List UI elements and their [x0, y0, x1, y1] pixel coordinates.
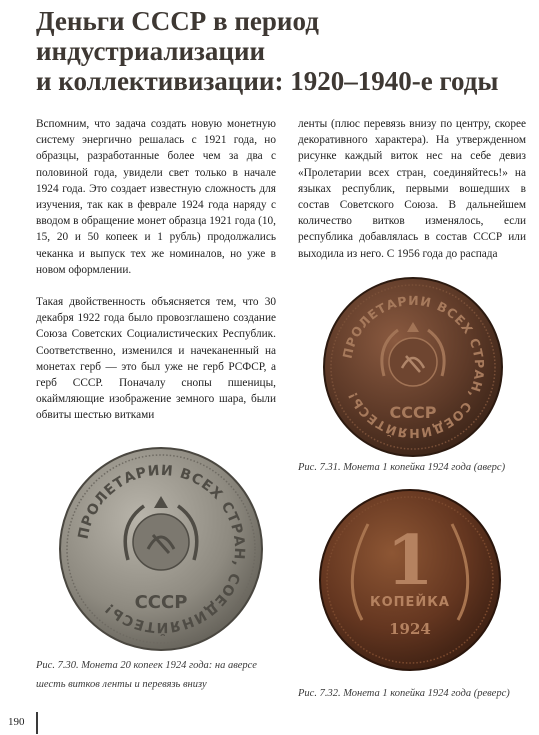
coin-1-kopeck-obverse-image	[322, 276, 504, 458]
caption-fig-7-30-line-1: Рис. 7.30. Монета 20 копеек 1924 года: на аверсе	[36, 660, 257, 671]
right-text-column	[298, 116, 526, 262]
paragraph-1: Вспомним, что задача создать новую монетную систему энергично решалась с 1921 года, но образцы, разработанные более чем за два с половиной года, увидели свет только в начале 1924 года. Это создает известную сложность для изучения, так как в феврале 1924 года наряду с вводом в обращение монет образца 1921 года (10, 15, 20 и 50 копеек и 1 рубль) продолжались чеканка и выпуск тех же номиналов, но уже в новом оформлении.	[36, 118, 276, 276]
page-number: 190	[8, 716, 25, 728]
title-line-3: и коллективизации: 1920–1940-е годы	[36, 66, 499, 96]
coin-1-kopeck-reverse-image	[318, 488, 502, 672]
coin-32-denomination: 1	[386, 521, 434, 601]
page-number-divider	[36, 712, 38, 734]
caption-fig-7-31: Рис. 7.31. Монета 1 копейка 1924 года (аверс)	[298, 462, 506, 473]
coin-32-year: 1924	[389, 620, 431, 638]
page-title	[36, 6, 536, 96]
paragraph-3: ленты (плюс перевязь внизу по центру, скорее декоративного характера). На утвержденном рисунке каждый виток нес на себе девиз «Пролетарии всех стран, соединяйтесь!» на языках республик, первыми вошедших в состав Советского Союза. В дальнейшем количество витков изменялось, если республика добавлялась в состав СССР или выходила из него. С 1956 года до распада	[298, 118, 526, 260]
caption-fig-7-30	[36, 656, 286, 694]
coin-30-legend: ПРОЛЕТАРИИ ВСЕХ СТРАН, СОЕДИНЯЙТЕСЬ!	[75, 462, 248, 636]
paragraph-2: Такая двойственность объясняется тем, что 30 декабря 1922 года было провозглашено создание Союза Советских Социалистических Республик. Соответственно, изменился и начеканенный на монетах герб — это был уже не герб РСФСР, а герб СССР. Поначалу снопы пшеницы, окаймляющие изображение земного шара, были обвиты шестью витками	[36, 296, 276, 422]
coin-30-emblem-text: СССР	[134, 592, 188, 613]
caption-fig-7-32: Рис. 7.32. Монета 1 копейка 1924 года (реверс)	[298, 688, 510, 699]
coin-20-kopecks-obverse-image	[58, 446, 264, 652]
title-line-2: индустриализации	[36, 36, 266, 66]
coin-31-legend: ПРОЛЕТАРИИ ВСЕХ СТРАН, СОЕДИНЯЙТЕСЬ!	[339, 292, 488, 442]
left-text-column	[36, 116, 276, 424]
coin-31-emblem-text: СССР	[389, 403, 437, 422]
coin-32-label: КОПЕЙКА	[369, 595, 451, 610]
caption-fig-7-30-line-2: шесть витков ленты и перевязь внизу	[36, 679, 207, 690]
title-line-1: Деньги СССР в период	[36, 6, 319, 36]
